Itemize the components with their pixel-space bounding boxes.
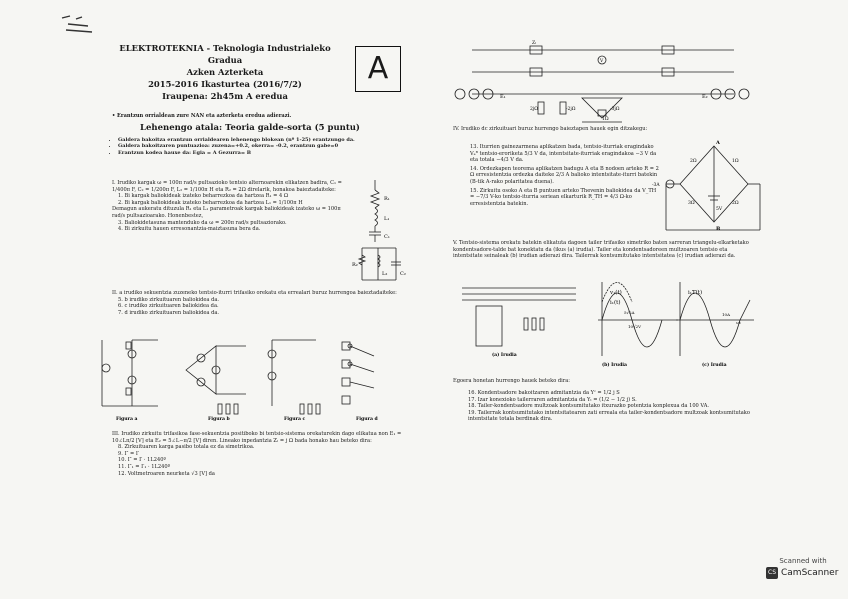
figure-b-caption: Figura b [208, 417, 230, 422]
label-minus-3j: -3jΩ [610, 107, 620, 112]
res-label: 1Ω [732, 159, 739, 164]
q1-circuit-diagram [352, 180, 410, 290]
q1-item: 4. Bi zirkuitu hauen erresonantzia-maiztasuna bera da. [118, 226, 261, 233]
corner-scribble-mark [58, 12, 98, 36]
q5-after: Egoera honetan hurrengo hauek beteko dira: [453, 378, 570, 384]
intro-note-text: Erantzun orrialdean zure NAN eta azterketa eredua adierazi. [117, 113, 292, 119]
label-2j: 2jΩ [530, 107, 538, 112]
q4-intro: IV. Irudiko dc zirkuituari buruz hurrengo baieztapen hauek egin ditzakegu: [453, 126, 648, 132]
q4-item: 15. Zirkuitu osoko A eta B puntuen arteko Thevenin baliokidea da V_TH = −7/3 V-ko tentsio-iturria seriean elkarturik R_TH = 4/3 Ω-ko erresistentzia batekin. [470, 187, 657, 207]
figure-b-circuit [186, 346, 246, 414]
figure-a-caption: Figura a [116, 417, 138, 422]
label-v: V [600, 59, 604, 64]
node-b-label: B [716, 226, 721, 232]
q3-item: 8. Zirkuituaren karga pasibo totala ez da simetrikoa. [118, 444, 255, 451]
q2-item: 5. b irudiko zirkuituaren baliokidea da. [118, 296, 220, 303]
figure-a-circuit [102, 340, 158, 406]
course-title: ELEKTROTEKNIA - Teknologia Industrialeko Gradua [119, 43, 331, 65]
rule-item: • Galdera bakoitza erantzun orrialdearen lehenengo blokean (nº 1-25) erantzungo da. [118, 137, 410, 143]
rules-list [110, 137, 410, 156]
fig-a-caption: (a) Irudia [492, 353, 517, 358]
wave-label-v1: v₁(t) [610, 290, 622, 296]
exam-name: Azken Azterketa [186, 67, 264, 77]
res-label: 3Ω [688, 201, 695, 206]
q5-item: 17. Izar konexioko tailerraren admitantzia da Yₜ = (1/2 − 1/2 j) S. [468, 396, 637, 403]
label-zl: Zₗ [532, 41, 537, 46]
q3-item: 10. I″ = I′ · 1L240º [118, 457, 166, 464]
label-e2: E₂ [702, 94, 708, 100]
rule-item: • Galdera bakoitzaren puntuazioa: zuzena=+0.2, okerra= -0.2, erantzun gabe=0 [118, 143, 410, 149]
figure-d-circuit [342, 342, 374, 404]
question-1 [112, 180, 352, 233]
figure-c-circuit [268, 340, 320, 414]
intro-note: • Erantzun orrialdean zure NAN eta azterketa eredua adierazi. [112, 113, 292, 119]
label-r1: R₁ [384, 196, 390, 202]
watermark-line1: Scanned with [779, 557, 827, 565]
source-label: 5V [716, 207, 723, 212]
q4-item: 14. Ordezkapen teorema aplikatzen badugu A eta B nodoen arteko R = 2 Ω erresistentzia ordezka daiteke 2/3 A balioko intentsitate-iturri batekin (B-tik A-rako polaritatea duena). [470, 165, 659, 185]
question-5 [468, 390, 756, 423]
label-1ohm: 1Ω [602, 117, 609, 122]
question-4 [470, 144, 660, 207]
figure-d-caption: Figura d [356, 417, 378, 422]
q1-intro: I. Irudiko kargak ω = 100π rad/s pultsazioko tentsio alternoarekin elikatzen badira, C₁ = 1/400π F, C₂ = 1/200π F, L₂ = 1/100π H eta R₂ = 2Ω direlarik, honakoa baieztadaiteke: [112, 180, 342, 193]
figure-c-caption: Figura c [284, 417, 306, 422]
q2-item: 6. c irudiko zirkuituaren baliokidea da. [118, 303, 219, 310]
section-title: Lehenengo atala: Teoria galde-sorta (5 puntu) [140, 123, 360, 133]
node-a-label: A [716, 140, 720, 146]
label-c2: C₂ [400, 271, 406, 277]
label-e1: E₁ [500, 94, 506, 100]
q1-item: 1. Bi kargak baliokideak izateko beharrezkoa da hartzea R₁ = 4 Ω [118, 193, 289, 200]
q1-item: Demagun aukeratu dituzula R₁ eta L₁ parametroak kargak baliokideak izateko ω = 100π rad/s pultsazioarako. Honenbestez, [112, 206, 341, 219]
q4-bridge-circuit [652, 140, 760, 232]
q3-item: 11. I″₁ = I′₁ · 1L240º [118, 463, 170, 470]
fig-b-caption: (b) Irudia [602, 363, 628, 368]
q4-item: 13. Iturrien gainezarmena aplikatzen bada, tentsio-iturriak eragindako Vₐᴮ tentsio-eroriketa 5/3 V da, intentsitate-iturriak eragindakoa −3 V da eta totala −4/3 V da. [470, 144, 657, 164]
watermark-line2: CamScanner [781, 568, 839, 578]
q2-item: 7. d irudiko zirkuituaren baliokidea da. [118, 309, 220, 316]
q5-intro: V. Tentsio-sistema orekatu batekin elikatuta dagoen tailer trifasiko simetriko baten sarreran triangelu-elkarketako kondentsadore-talde bat konektatu da (ikus (a) irudia). Tailer eta kondentsadoreen multzoaren tentsio eta intentsitate seinaleak (b) irudian adierazi dira. Tailerrak kontsumitutako intentsitatea (c) irudian adierazi da. [453, 240, 749, 260]
model-letter-box: A [355, 46, 401, 92]
q5-figures [452, 280, 752, 368]
figure-a-workshop [462, 288, 576, 346]
q3-item: 12. Voltmetroaren neurketa √3 [V] da [118, 470, 215, 477]
q5-item: 18. Tailer-kondentsadore multzoak kontsumitutako itxurazko potentzia konplexua da 100 VA. [468, 403, 710, 410]
fig-c-caption: (c) Irudia [702, 363, 727, 368]
wave-axis-label: ωt [736, 320, 741, 325]
exam-duration: Iraupena: 2h45m A eredua [162, 91, 288, 101]
wave-amp-label: 5√2A [624, 310, 635, 315]
question-3 [112, 431, 412, 477]
wave-amp-label: 10√2V [628, 324, 642, 329]
exam-header [105, 42, 345, 102]
q3-intro: III. Irudiko zirkuitu trifasikoa fase-sekuentzia positiboko bi tentsio-sistema orekaturekin dago elikatua non E₁ = 10∠Lπ/2 [V] eta E₂ = 5∠L−π/2 [V] diren. Lineako inpedantzia Zₗ = j Ω bada honako hau beteko dira: [112, 431, 402, 444]
q3-item: 9. I″ = I′ [118, 450, 140, 457]
wave-label-i1t: i₁T(t) [688, 290, 703, 296]
res-label: 2Ω [690, 159, 697, 164]
rule-item: • Erantzun kodea hauxe da: Egia = A Gezurra= B [118, 150, 410, 156]
camscanner-watermark [766, 557, 840, 593]
q2-figures [98, 336, 408, 424]
label-minus-2j: -2jΩ [566, 107, 576, 112]
label-c1: C₁ [384, 234, 390, 240]
q3-three-phase-circuit [452, 42, 754, 122]
label-l2: L₂ [382, 271, 388, 277]
q5-item: 19. Tailerrak kontsumitutako intentsitatearen zati erreala eta tailer-kondentsadore multzoak kontsumitutako intentsitate totala berdinak dira. [468, 409, 750, 423]
question-2 [112, 290, 412, 316]
res-label: 2Ω [732, 201, 739, 206]
q2-intro: II. a irudiko sekuentzia zuzeneko tentsio-iturri trifasiko orekatu eta errealari buruz hurrengoa baieztadaiteke: [112, 290, 397, 296]
wave-amp-label: 10A [722, 312, 730, 317]
q5-item: 16. Kondentsadore bakoitzaren admitantzia da Yᶜ = 1/2 j S [468, 390, 620, 396]
label-l1: L₁ [384, 216, 390, 222]
wave-label-i1: i₁(t) [610, 300, 621, 306]
camscanner-logo-icon: CS [766, 567, 778, 579]
q1-item: 2. Bi kargak baliokideak izateko beharrezkoa da hartzea L₁ = 1/100π H [118, 199, 303, 206]
current-source-label: -3A [652, 183, 660, 188]
inductor-l1-symbol [375, 208, 378, 226]
resistor-r1-symbol [371, 190, 379, 208]
q1-item: 3. Baliokidetasuna mantenduko da ω = 200π rad/s pultsaziorako. [118, 219, 287, 226]
exam-date: 2015-2016 Ikasturtea (2016/7/2) [148, 79, 302, 89]
label-r2: R₂ [352, 262, 358, 268]
